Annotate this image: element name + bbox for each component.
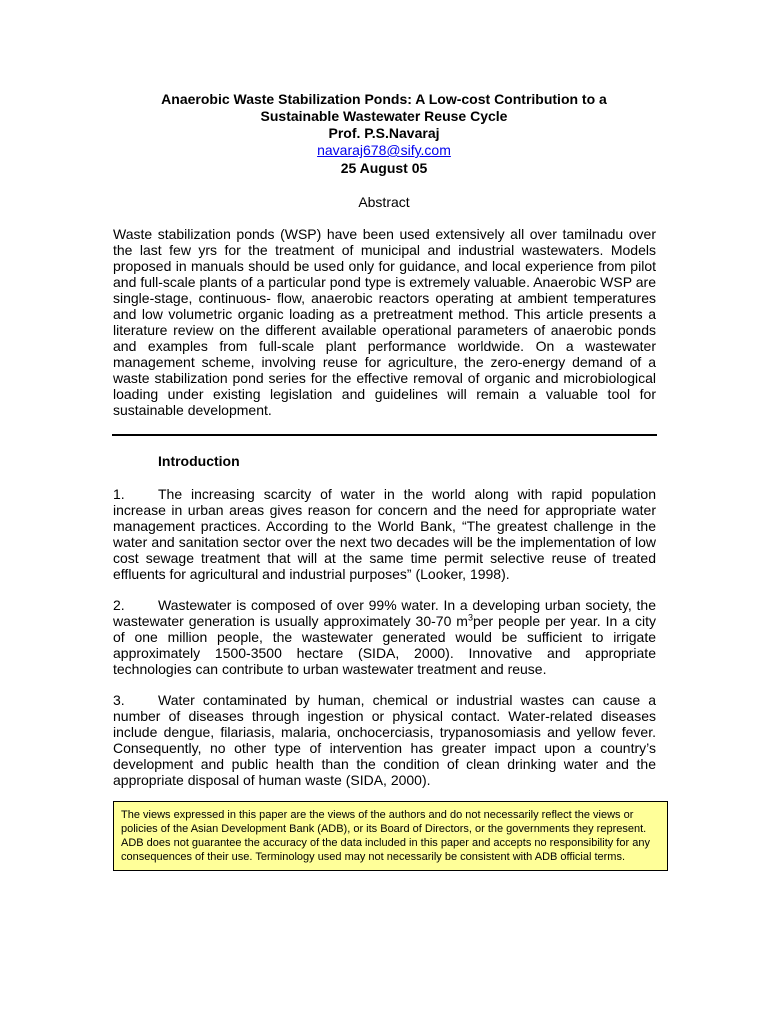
abstract-heading: Abstract: [358, 194, 410, 210]
author-email-link[interactable]: navaraj678@sify.com: [317, 142, 451, 158]
adb-disclaimer-box: [113, 801, 668, 871]
section-divider: [112, 434, 657, 436]
paragraph-text: Wastewater is composed of over 99% water. In a developing urban society, the wastewater generation is usually approximately 30-70 m: [113, 597, 656, 629]
paragraph-text: The increasing scarcity of water in the world along with rapid population increase in urban areas gives reason for concern and the need for appropriate water management practices. According to the World Bank, “The greatest challenge in the water and sanitation sector over the next two decades will be the implementation of low cost sewage treatment that will at the same time permit selective reuse of treated effluents for agricultural and industrial purposes” (Looker, 1998).: [113, 486, 656, 582]
superscript: 3: [467, 612, 473, 623]
paper-header: [0, 91, 768, 177]
paragraph-text: per people per year. In a city of one million people, the wastewater generated would be sufficient to irrigate approximately 1500-3500 hectare (SIDA, 2000). Innovative and appropriate technologies can contribute to urban wastewater treatment and reuse.: [113, 613, 656, 677]
intro-paragraph-3: [113, 692, 656, 788]
paragraph-text: Water contaminated by human, chemical or industrial wastes can cause a number of diseases through ingestion or physical contact. Water-related diseases include dengue, filariasis, malaria, onchocerciasis, trypanosomiasis and yellow fever. Consequently, no other type of intervention has greater impact upon a country’s development and public health than the condition of clean drinking water and the appropriate disposal of human waste (SIDA, 2000).: [113, 692, 656, 788]
paragraph-number: 2.: [113, 597, 125, 613]
title-line-2: Sustainable Wastewater Reuse Cycle: [260, 108, 508, 124]
introduction-heading: Introduction: [158, 453, 240, 469]
intro-paragraph-2: [113, 597, 656, 677]
paragraph-number: 1.: [113, 486, 125, 502]
author-name: Prof. P.S.Navaraj: [328, 125, 440, 141]
title-line-1: Anaerobic Waste Stabilization Ponds: A Low-cost Contribution to a: [161, 91, 607, 107]
abstract-text: Waste stabilization ponds (WSP) have been used extensively all over tamilnadu over the last few yrs for the treatment of municipal and industrial wastewaters. Models proposed in manuals should be used only for guidance, and local experience from pilot and full-scale plants of a particular pond type is extremely valuable. Anaerobic WSP are single-stage, continuous- flow, anaerobic reactors operating at ambient temperatures and low volumetric organic loading as a pretreatment method. This article presents a literature review on the different available operational parameters of anaerobic ponds and examples from full-scale plant performance worldwide. On a wastewater management scheme, involving reuse for agriculture, the zero-energy demand of a waste stabilization pond series for the effective removal of organic and microbiological loading under existing legislation and guidelines will remain a valuable tool for sustainable development.: [113, 226, 656, 418]
intro-paragraph-1: [113, 486, 656, 582]
paper-date: 25 August 05: [340, 160, 428, 176]
paragraph-number: 3.: [113, 692, 125, 708]
disclaimer-text: The views expressed in this paper are the views of the authors and do not necessarily reflect the views or policies of the Asian Development Bank (ADB), or its Board of Directors, or the governments they represent. ADB does not guarantee the accuracy of the data included in this paper and accepts no responsibility for any consequences of their use. Terminology used may not necessarily be consistent with ADB official terms.: [121, 809, 650, 863]
